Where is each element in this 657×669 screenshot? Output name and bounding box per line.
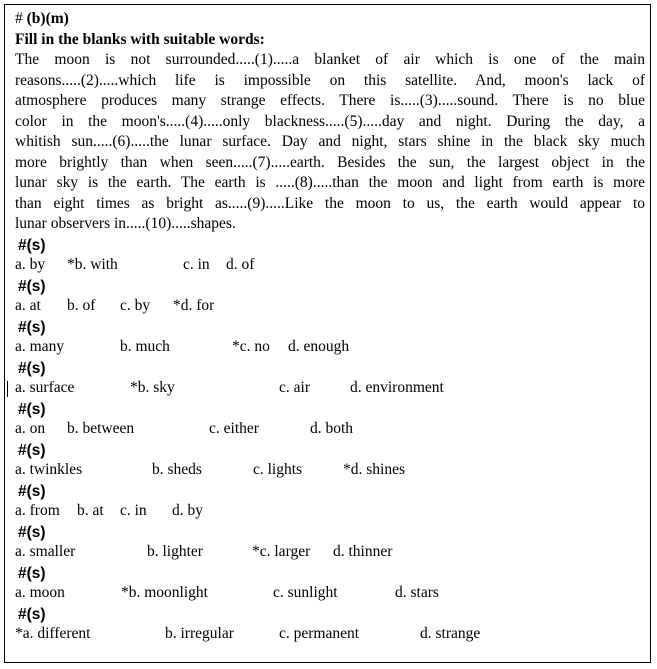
- question-header: #(s): [18, 277, 46, 295]
- option-d: d. strange: [420, 625, 481, 642]
- option-a: a. surface: [15, 379, 75, 396]
- passage-line: atmosphere produces many strange effects. There is.....(3).....sound. There is no blue: [15, 92, 645, 109]
- option-a: a. from: [15, 502, 60, 519]
- option-d: d. stars: [395, 584, 439, 601]
- option-b: b. irregular: [165, 625, 234, 642]
- option-d: d. by: [172, 502, 203, 519]
- question-4: [15, 358, 645, 399]
- option-a: a. at: [15, 297, 41, 314]
- option-b: b. sheds: [152, 461, 202, 478]
- question-1: [15, 235, 645, 276]
- passage-line: reasons.....(2).....which life is impossible on this satellite. And, moon's lack of: [15, 71, 645, 89]
- question-10: [15, 604, 645, 645]
- question-header: #(s): [18, 482, 46, 500]
- passage-line: lunar sky is the earth. The earth is .....(8).....than the moon and light from earth is more: [15, 174, 645, 191]
- option-d: *d. shines: [343, 461, 405, 478]
- passage-line: lunar observers in.....(10).....shapes.: [15, 215, 236, 232]
- option-b: b. of: [67, 297, 96, 314]
- option-c: c. either: [209, 420, 259, 437]
- document-body: [15, 9, 645, 645]
- text-cursor: [7, 381, 8, 397]
- options-row: [15, 419, 645, 440]
- question-header: #(s): [18, 523, 46, 541]
- option-b: *b. sky: [130, 379, 175, 396]
- option-d: d. both: [310, 420, 354, 437]
- question-header: #(s): [18, 564, 46, 582]
- option-c: *c. no: [232, 338, 270, 355]
- options-row: [15, 501, 645, 522]
- options-row: [15, 460, 645, 481]
- option-a: a. twinkles: [15, 461, 83, 478]
- option-d: d. environment: [350, 379, 444, 396]
- instruction: Fill in the blanks with suitable words:: [15, 30, 265, 48]
- option-a: a. by: [15, 256, 46, 273]
- question-9: [15, 563, 645, 604]
- question-7: [15, 481, 645, 522]
- option-b: b. lighter: [147, 543, 203, 560]
- question-header: #(s): [18, 359, 46, 377]
- hash-mark: #: [15, 10, 27, 27]
- question-header: #(s): [18, 236, 46, 254]
- passage-line: whitish sun.....(6).....the lunar surface. Day and night, stars shine in the black sky much: [15, 133, 645, 150]
- option-a: a. smaller: [15, 543, 76, 560]
- passage: [15, 50, 645, 235]
- option-b: b. between: [67, 420, 135, 437]
- option-c: c. in: [183, 256, 210, 273]
- question-header: #(s): [18, 400, 46, 418]
- option-b: *b. with: [67, 256, 118, 273]
- option-c: c. lights: [253, 461, 303, 478]
- question-2: [15, 276, 645, 317]
- passage-line: than eight times as bright as.....(9).....Like the moon to us, the earth would appear to: [15, 194, 645, 212]
- option-c: c. by: [120, 297, 151, 314]
- passage-line: The moon is not surrounded.....(1).....a blanket of air which is one of the main: [15, 51, 645, 68]
- option-c: *c. larger: [252, 543, 311, 560]
- question-header: #(s): [18, 441, 46, 459]
- option-b: *b. moonlight: [121, 584, 208, 601]
- question-header: #(s): [18, 318, 46, 336]
- options-row: [15, 583, 645, 604]
- option-d: d. enough: [288, 338, 350, 355]
- options-row: [15, 624, 645, 645]
- options-row: [15, 296, 645, 317]
- question-header: #(s): [18, 605, 46, 623]
- option-c: c. sunlight: [273, 584, 338, 601]
- option-a: *a. different: [15, 625, 91, 642]
- option-a: a. many: [15, 338, 65, 355]
- question-code-line: [15, 9, 645, 30]
- options-row: [15, 542, 645, 563]
- option-d: *d. for: [173, 297, 215, 314]
- question-5: [15, 399, 645, 440]
- option-c: c. air: [279, 379, 310, 396]
- option-d: d. thinner: [333, 543, 393, 560]
- question-6: [15, 440, 645, 481]
- options-row: [15, 255, 645, 276]
- question-8: [15, 522, 645, 563]
- option-a: a. moon: [15, 584, 65, 601]
- option-c: c. permanent: [279, 625, 360, 642]
- passage-line: color in the moon's.....(4).....only blackness.....(5).....day and night. During the day, a: [15, 112, 645, 130]
- option-b: b. at: [77, 502, 104, 519]
- options-row: [15, 378, 645, 399]
- option-c: c. in: [120, 502, 147, 519]
- question-3: [15, 317, 645, 358]
- option-d: d. of: [226, 256, 255, 273]
- option-a: a. on: [15, 420, 46, 437]
- passage-line: more brightly than when seen.....(7).....earth. Besides the sun, the largest object in the: [15, 153, 645, 171]
- option-b: b. much: [120, 338, 170, 355]
- options-row: [15, 337, 645, 358]
- question-code: (b)(m): [26, 10, 69, 27]
